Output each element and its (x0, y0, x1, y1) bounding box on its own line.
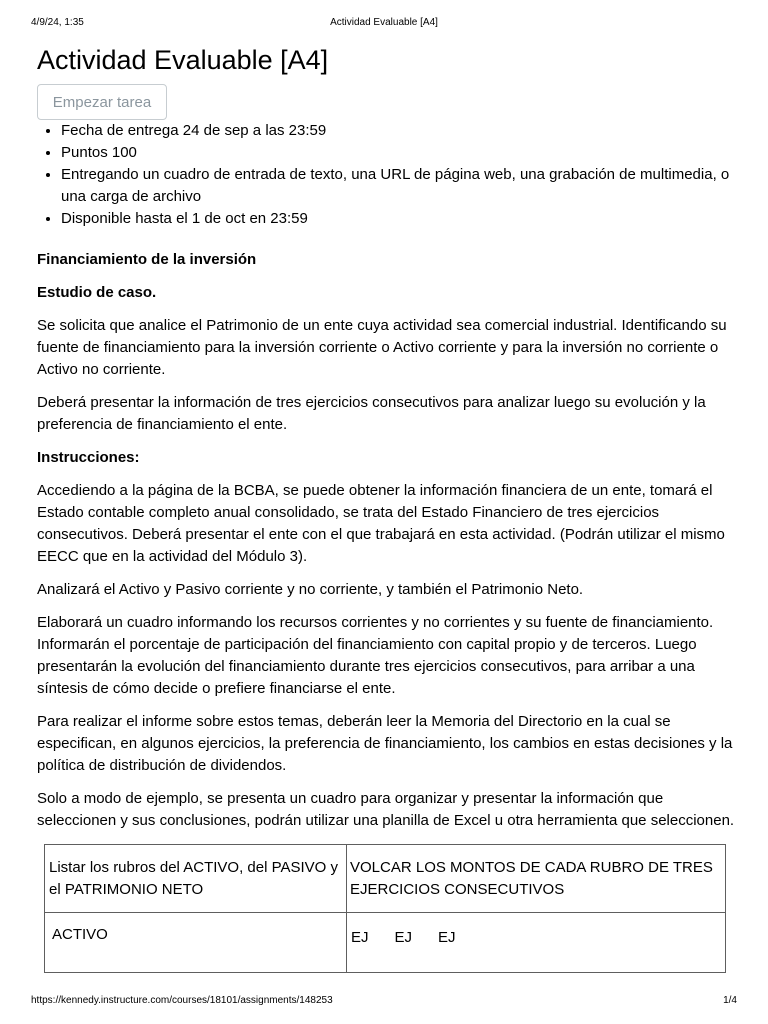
submission-types-item: • Entregando un cuadro de entrada de texto, una URL de página web, una grabación de multimedia, o una carga de archivo (61, 164, 737, 208)
table-header-right: VOLCAR LOS MONTOS DE CADA RUBRO DE TRES EJERCICIOS CONSECUTIVOS (347, 845, 726, 913)
assignment-details-list (37, 120, 737, 230)
due-date-item: • Fecha de entrega 24 de sep a las 23:59 (61, 120, 737, 142)
assignment-content (37, 40, 737, 973)
print-date: 4/9/24, 1:35 (31, 17, 84, 28)
case-heading: Estudio de caso. (37, 284, 157, 301)
table-header-left: Listar los rubros del ACTIVO, del PASIVO y el PATRIMONIO NETO (45, 845, 347, 913)
available-until-item: • Disponible hasta el 1 de oct en 23:59 (61, 208, 737, 230)
ej-label: EJ (351, 929, 369, 946)
table-row (45, 845, 726, 913)
paragraph: Deberá presentar la información de tres ejercicios consecutivos para analizar luego su evolución y la preferencia de financiamiento el ente. (37, 394, 706, 433)
page-title: Actividad Evaluable [A4] (37, 45, 329, 75)
ej-label: EJ (394, 929, 413, 946)
points-item: • Puntos 100 (61, 142, 737, 164)
instructions-heading: Instrucciones: (37, 449, 140, 466)
print-title: Actividad Evaluable [A4] (330, 17, 438, 28)
start-assignment-button[interactable]: Empezar tarea (37, 84, 167, 120)
example-table (44, 844, 726, 973)
table-cell-ej (347, 913, 726, 973)
paragraph: Accediendo a la página de la BCBA, se puede obtener la información financiera de un ente, tomará el Estado contable completo anual consolidado, se trata del Estado Financiero de tres ejercicios consecutivos. Deberá presentar el ente con el que trabajará en esta actividad. (Podrán utilizar el mismo EECC que en la actividad del Módulo 3). (37, 482, 725, 565)
assignment-description (37, 249, 737, 832)
print-footer (0, 995, 768, 1009)
paragraph: Solo a modo de ejemplo, se presenta un cuadro para organizar y presentar la información que seleccionen y sus conclusiones, podrán utilizar una planilla de Excel u otra herramienta que seleccionen. (37, 790, 735, 829)
table-cell-activo: ACTIVO (45, 913, 347, 973)
paragraph: Elaborará un cuadro informando los recursos corrientes y no corrientes y su fuente de financiamiento. Informarán el porcentaje de participación del financiamiento con capital propio y de terceros. Luego presentarán la evolución del financiamiento durante tres ejercicios consecutivos, para arribar a una síntesis de cómo decide o prefiere financiarse el ente. (37, 614, 714, 697)
page-url: https://kennedy.instructure.com/courses/18101/assignments/148253 (31, 995, 333, 1006)
paragraph: Analizará el Activo y Pasivo corriente y no corriente, y también el Patrimonio Neto. (37, 581, 584, 598)
section-title: Financiamiento de la inversión (37, 251, 257, 268)
ej-label: EJ (438, 929, 456, 946)
paragraph: Se solicita que analice el Patrimonio de un ente cuya actividad sea comercial industrial. Identificando su fuente de financiamiento para la inversión corriente o Activo corriente y para la inversión no corriente o Activo no corriente. (37, 317, 727, 378)
print-header (0, 17, 768, 31)
page-number: 1/4 (723, 995, 737, 1006)
paragraph: Para realizar el informe sobre estos temas, deberán leer la Memoria del Directorio en la cual se especifican, en algunos ejercicios, la preferencia de financiamiento, los cambios en estas decisiones y la política de distribución de dividendos. (37, 713, 733, 774)
table-row (45, 913, 726, 973)
